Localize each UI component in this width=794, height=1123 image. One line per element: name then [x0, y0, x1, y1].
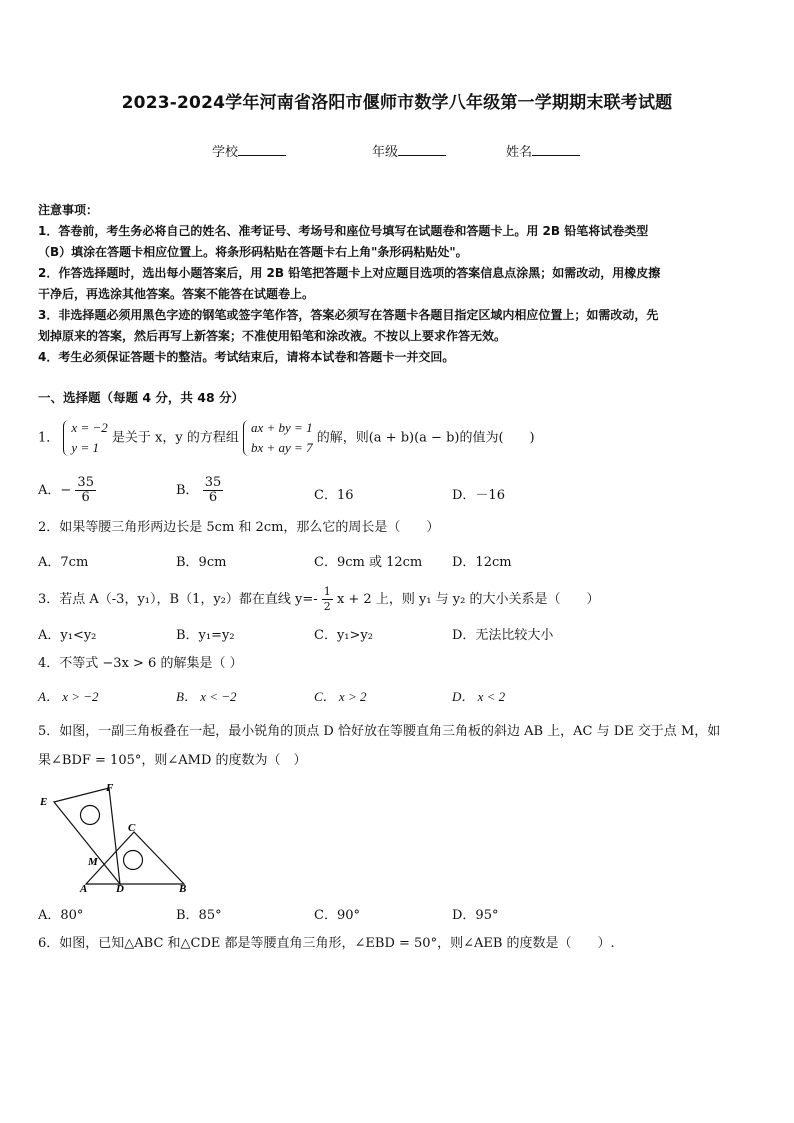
question-4: 4．不等式 −3x > 6 的解集是（ ）	[38, 656, 243, 671]
name-label: 姓名	[506, 145, 533, 160]
q1-opt-a-den: 6	[81, 490, 90, 505]
q1-opt-a-label: A．−	[38, 483, 72, 498]
q4-option-c[interactable]: C． x > 2	[314, 689, 367, 704]
q1-mid-text: 是关于 x，y 的方程组	[111, 430, 239, 446]
q1-opt-a-fraction	[75, 476, 96, 505]
school-field[interactable]	[212, 141, 286, 160]
q1-option-d[interactable]: D．－16	[452, 488, 505, 503]
q4-option-b[interactable]: B． x < −2	[176, 689, 237, 704]
q2-option-a[interactable]: A．7cm	[38, 555, 89, 570]
q1-tail-text: 的解，则(a + b)(a − b)的值为( )	[316, 430, 535, 446]
school-blank[interactable]	[238, 143, 286, 156]
q1-option-b[interactable]	[176, 476, 223, 505]
q5-option-d[interactable]: D．95°	[452, 908, 499, 923]
q5-label-d: D	[116, 883, 124, 895]
question-1	[38, 418, 758, 458]
section-heading: 一、选择题（每题 4 分，共 48 分）	[38, 390, 245, 405]
q4-option-d[interactable]: D． x < 2	[452, 689, 506, 704]
exam-title: 2023-2024学年河南省洛阳市偃师市数学八年级第一学期期末联考试题	[121, 93, 673, 113]
q2-option-d[interactable]: D．12cm	[452, 555, 512, 570]
q5-line2: 果∠BDF = 105°，则∠AMD 的度数为（ ）	[38, 753, 307, 768]
notes-item: （B）填涂在答题卡相应位置上。将条形码粘贴在答题卡右上角"条形码粘贴处"。	[38, 245, 468, 259]
q1-opt-a-num: 35	[77, 475, 94, 490]
q3-option-a[interactable]: A．y₁<y₂	[38, 628, 97, 643]
q5-option-c[interactable]: C．90°	[314, 908, 360, 923]
q1-opt-b-num: 35	[204, 475, 222, 490]
q1-opt-b-den: 6	[208, 490, 218, 505]
school-label: 学校	[212, 145, 239, 160]
question-2: 2．如果等腰三角形两边长是 5cm 和 2cm，那么它的周长是（ ）	[38, 520, 440, 535]
q3-option-b[interactable]: B．y₁=y₂	[176, 628, 235, 643]
q5-label-a: A	[80, 883, 88, 895]
q5-label-m: M	[88, 856, 98, 868]
q3-fraction	[322, 585, 333, 614]
q2-option-b[interactable]: B．9cm	[176, 555, 227, 570]
q1-opt-b-fraction	[203, 476, 224, 505]
q5-set-square-acb	[86, 832, 184, 884]
notes-block	[38, 200, 758, 368]
q1-option-a[interactable]	[38, 476, 96, 505]
notes-item: 划掉原来的答案，然后再写上新答案；不准使用铅笔和涂改液。不按以上要求作答无效。	[38, 329, 507, 343]
q1-sys2-line2: bx + ay = 7	[250, 440, 313, 455]
q3-post-text: x + 2 上，则 y₁ 与 y₂ 的大小关系是（ ）	[336, 592, 600, 607]
question-6: 6．如图，已知△ABC 和△CDE 都是等腰直角三角形，∠EBD = 50°，则∠AEB 的度数是（ ）.	[38, 936, 615, 951]
notes-heading: 注意事项：	[38, 203, 99, 217]
notes-item: 1．答卷前，考生务必将自己的姓名、准考证号、考场号和座位号填写在试题卷和答题卡上。用 2B 铅笔将试卷类型	[38, 224, 649, 238]
q1-option-c[interactable]: C．16	[314, 488, 354, 503]
q1-number: 1．	[38, 430, 60, 446]
q5-label-b: B	[179, 883, 187, 895]
grade-label: 年级	[372, 145, 399, 160]
q5-line1: 5．如图，一副三角板叠在一起，最小锐角的顶点 D 恰好放在等腰直角三角板的斜边 AB 上，AC 与 DE 交于点 M，如	[38, 724, 721, 739]
q5-set-square-hole	[81, 806, 100, 825]
q1-opt-b-label: B．	[176, 483, 199, 498]
notes-item: 3．非选择题必须用黑色字迹的钢笔或签字笔作答，答案必须写在答题卡各题目指定区域内相应位置上；如需改动，先	[38, 308, 659, 322]
q5-label-f: F	[106, 782, 114, 794]
question-5	[38, 717, 758, 775]
q5-figure	[36, 780, 196, 895]
notes-item: 干净后，再选涂其他答案。答案不能答在试题卷上。	[38, 287, 315, 301]
q1-equation-system	[243, 418, 313, 458]
q5-label-e: E	[40, 796, 48, 808]
q3-option-c[interactable]: C．y₁>y₂	[314, 628, 373, 643]
q2-option-c[interactable]: C．9cm 或 12cm	[314, 555, 423, 570]
q3-frac-num: 1	[323, 585, 331, 598]
grade-blank[interactable]	[398, 143, 446, 156]
name-blank[interactable]	[532, 143, 580, 156]
question-3	[38, 585, 758, 614]
q1-sys2-line1: ax + by = 1	[250, 420, 313, 435]
q1-solution-system	[63, 418, 107, 458]
notes-item: 2．作答选择题时，选出每小题答案后，用 2B 铅笔把答题卡上对应题目选项的答案信息点涂黑；如需改动，用橡皮擦	[38, 266, 661, 280]
q1-sys1-line2: y = 1	[71, 440, 99, 455]
q3-pre-text: 3．若点 A（-3，y₁），B（1，y₂）都在直线 y=-	[38, 592, 318, 607]
notes-item: 4．考生必须保证答题卡的整洁。考试结束后，请将本试卷和答题卡一并交回。	[38, 350, 455, 364]
q5-option-a[interactable]: A．80°	[38, 908, 84, 923]
q5-set-square-hole	[124, 851, 143, 870]
q3-frac-den: 2	[323, 600, 331, 613]
q4-option-a[interactable]: A． x > −2	[38, 689, 99, 704]
q5-label-c: C	[128, 822, 136, 834]
q1-sys1-line1: x = −2	[71, 420, 108, 435]
q5-set-square-def	[54, 788, 120, 884]
grade-field[interactable]	[372, 141, 446, 160]
name-field[interactable]	[506, 141, 580, 160]
q5-option-b[interactable]: B．85°	[176, 908, 222, 923]
q3-option-d[interactable]: D．无法比较大小	[452, 628, 554, 643]
